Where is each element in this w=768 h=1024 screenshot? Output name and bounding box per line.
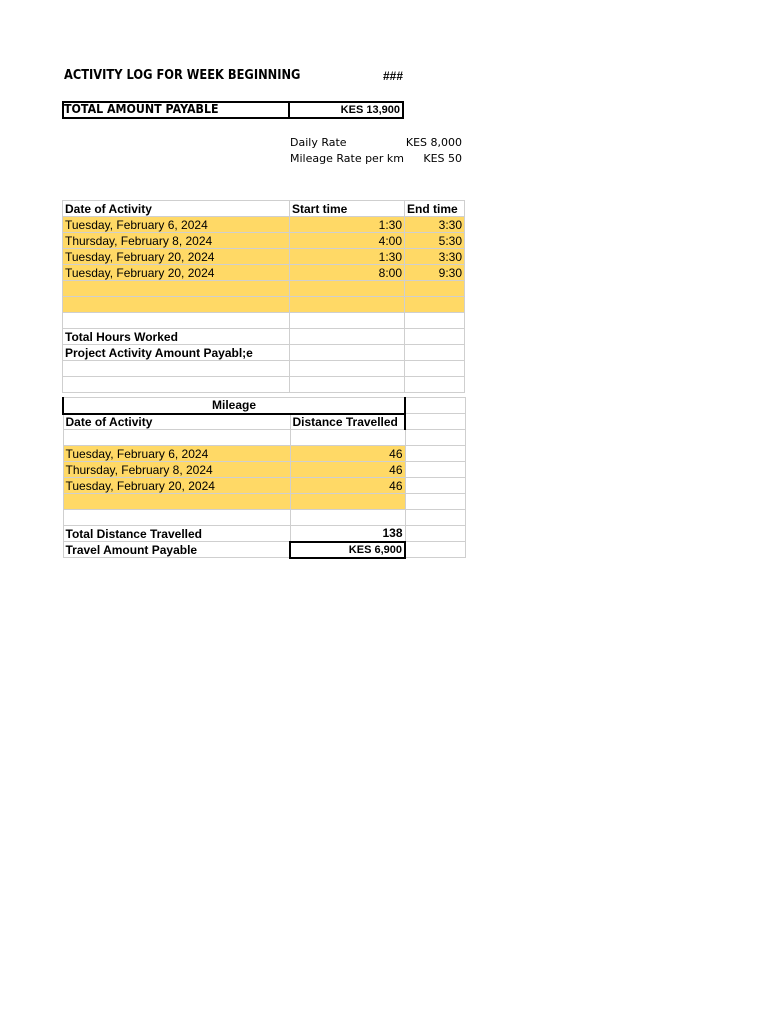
empty-cell[interactable] <box>63 510 290 526</box>
daily-rate-label: Daily Rate <box>290 136 347 149</box>
travel-amount-value[interactable]: KES 6,900 <box>290 542 405 558</box>
mileage-date-cell[interactable]: Tuesday, February 20, 2024 <box>63 478 290 494</box>
mileage-title[interactable]: Mileage <box>63 398 405 414</box>
empty-cell[interactable] <box>405 377 465 393</box>
travel-amount-row <box>63 542 465 558</box>
empty-cell[interactable] <box>290 313 405 329</box>
activity-amount-row <box>63 345 465 361</box>
empty-cell[interactable] <box>63 377 290 393</box>
empty-cell[interactable] <box>405 510 465 526</box>
empty-cell[interactable] <box>63 361 290 377</box>
empty-cell[interactable] <box>405 478 465 494</box>
empty-row <box>63 377 465 393</box>
empty-cell[interactable] <box>405 446 465 462</box>
mileage-date-cell[interactable]: Thursday, February 8, 2024 <box>63 462 290 478</box>
total-distance-value[interactable]: 138 <box>290 526 405 542</box>
col-header-date[interactable]: Date of Activity <box>63 414 290 430</box>
empty-cell[interactable] <box>405 542 465 558</box>
empty-cell[interactable] <box>405 494 465 510</box>
table-row <box>63 478 465 494</box>
empty-cell[interactable] <box>405 345 465 361</box>
empty-cell[interactable] <box>405 329 465 345</box>
empty-cell[interactable] <box>405 313 465 329</box>
empty-cell[interactable] <box>290 494 405 510</box>
activity-date-cell[interactable]: Thursday, February 8, 2024 <box>63 233 290 249</box>
table-row <box>63 462 465 478</box>
table-row <box>63 249 465 265</box>
empty-cell[interactable] <box>63 430 290 446</box>
end-time-cell[interactable]: 5:30 <box>405 233 465 249</box>
empty-row <box>63 494 465 510</box>
mileage-title-row <box>63 398 465 414</box>
total-amount-value[interactable]: KES 13,900 <box>340 104 400 116</box>
empty-cell[interactable] <box>63 313 290 329</box>
empty-row <box>63 430 465 446</box>
table-row <box>63 233 465 249</box>
empty-cell[interactable] <box>405 398 465 414</box>
empty-cell[interactable] <box>290 361 405 377</box>
mileage-rate-value[interactable]: KES 50 <box>423 152 462 165</box>
empty-cell[interactable] <box>405 414 465 430</box>
start-time-cell[interactable]: 4:00 <box>290 233 405 249</box>
empty-row <box>63 297 465 313</box>
activity-amount-label[interactable]: Project Activity Amount Payabl;e <box>63 345 290 361</box>
empty-cell[interactable] <box>290 510 405 526</box>
empty-cell[interactable] <box>63 494 290 510</box>
empty-row <box>63 361 465 377</box>
total-hours-row <box>63 329 465 345</box>
end-time-cell[interactable]: 3:30 <box>405 249 465 265</box>
start-time-cell[interactable]: 8:00 <box>290 265 405 281</box>
end-time-cell[interactable]: 9:30 <box>405 265 465 281</box>
sheet-title: ACTIVITY LOG FOR WEEK BEGINNING <box>64 68 301 83</box>
col-header-start[interactable]: Start time <box>290 201 405 217</box>
activity-date-cell[interactable]: Tuesday, February 20, 2024 <box>63 265 290 281</box>
empty-cell[interactable] <box>290 377 405 393</box>
travel-amount-label[interactable]: Travel Amount Payable <box>63 542 290 558</box>
empty-cell[interactable] <box>63 297 290 313</box>
empty-cell[interactable] <box>405 297 465 313</box>
empty-row <box>63 510 465 526</box>
total-hours-label[interactable]: Total Hours Worked <box>63 329 290 345</box>
daily-rate-value[interactable]: KES 8,000 <box>405 136 462 149</box>
mileage-date-cell[interactable]: Tuesday, February 6, 2024 <box>63 446 290 462</box>
empty-row <box>63 281 465 297</box>
table-row <box>63 217 465 233</box>
activity-table <box>62 200 465 393</box>
empty-cell[interactable] <box>405 462 465 478</box>
distance-cell[interactable]: 46 <box>290 478 405 494</box>
total-distance-label[interactable]: Total Distance Travelled <box>63 526 290 542</box>
activity-date-cell[interactable]: Tuesday, February 20, 2024 <box>63 249 290 265</box>
empty-cell[interactable] <box>405 361 465 377</box>
col-header-end[interactable]: End time <box>405 201 465 217</box>
mileage-rate-label: Mileage Rate per km <box>290 152 404 165</box>
distance-cell[interactable]: 46 <box>290 446 405 462</box>
mileage-header-row <box>63 414 465 430</box>
total-distance-row <box>63 526 465 542</box>
col-header-date[interactable]: Date of Activity <box>63 201 290 217</box>
total-hours-value[interactable] <box>290 329 405 345</box>
empty-cell[interactable] <box>290 297 405 313</box>
start-time-cell[interactable]: 1:30 <box>290 217 405 233</box>
start-time-cell[interactable]: 1:30 <box>290 249 405 265</box>
empty-cell[interactable] <box>405 430 465 446</box>
empty-cell[interactable] <box>290 281 405 297</box>
empty-row <box>63 313 465 329</box>
empty-cell[interactable] <box>290 430 405 446</box>
total-amount-label: TOTAL AMOUNT PAYABLE <box>64 102 219 116</box>
activity-date-cell[interactable]: Tuesday, February 6, 2024 <box>63 217 290 233</box>
table-row <box>63 265 465 281</box>
end-time-cell[interactable]: 3:30 <box>405 217 465 233</box>
empty-cell[interactable] <box>405 281 465 297</box>
activity-amount-value[interactable] <box>290 345 405 361</box>
col-header-distance[interactable]: Distance Travelled <box>290 414 405 430</box>
table-row <box>63 446 465 462</box>
activity-header-row <box>63 201 465 217</box>
empty-cell[interactable] <box>405 526 465 542</box>
distance-cell[interactable]: 46 <box>290 462 405 478</box>
empty-cell[interactable] <box>63 281 290 297</box>
week-beginning-value[interactable]: ### <box>383 69 404 83</box>
mileage-table <box>62 397 466 559</box>
